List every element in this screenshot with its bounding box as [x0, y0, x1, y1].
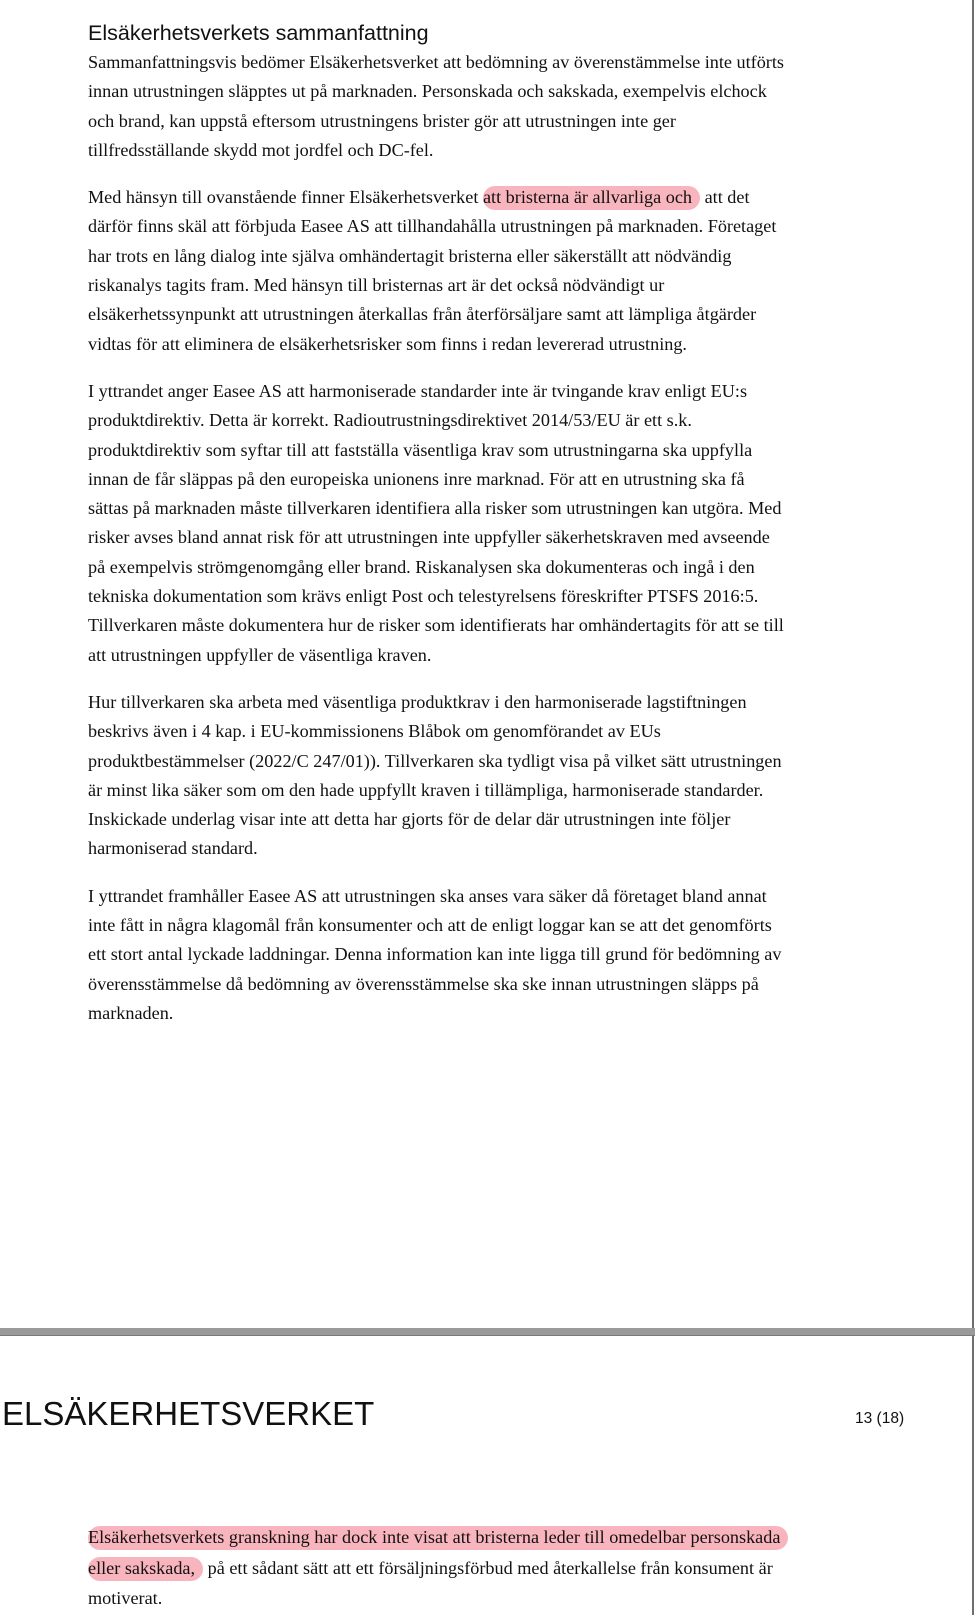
page-13-content [88, 1522, 808, 1614]
paragraph-conclusion-start: Med hänsyn till ovanstående finner Elsäkerhetsverket [88, 187, 483, 208]
paragraph-conclusion [88, 183, 788, 359]
highlighted-text: att bristerna är allvarliga och [483, 186, 700, 210]
paragraph-review-rest: på ett sådant sätt att ett försäljningsförbud med återkallelse från konsument är motiverat. [88, 1557, 773, 1608]
elsakerhetsverket-logo: ELSÄKERHETSVERKET [2, 1395, 375, 1432]
page-number: 13 (18) [855, 1410, 905, 1427]
paragraph-summary: Sammanfattningsvis bedömer Elsäkerhetsverket att bedömning av överenstämmelse inte utförts innan utrustningen släpptes ut på marknaden. Personskada och sakskada, exempelvis elchock och brand, kan uppstå eftersom utrustningens brister gör att utrustningen inte ger tillfredsställande skydd mot jordfel och DC-fel. [88, 52, 784, 160]
page-content [88, 18, 788, 1046]
paragraph-harmonised-standards: I yttrandet anger Easee AS att harmoniserade standarder inte är tvingande krav enligt EU:s produktdirektiv. Detta är korrekt. Radioutrustningsdirektivet 2014/53/EU är ett s.k. produktdirektiv som syftar till att fastställa väsentliga krav som utrustningarna ska uppfylla innan de får släppas på den europeiska unionens inre marknad. För att en utrustning ska få sättas på marknaden måste tillverkaren identifiera alla risker som utrustningen kan utgöra. Med risker avses bland annat risk för att utrustningen inte uppfyller säkerhetskraven med avseende på exempelvis strömgenomgång eller brand. Riskanalysen ska dokumenteras och ingå i den tekniska dokumentation som krävs enligt Post och telestyrelsens föreskrifter PTSFS 2016:5. Tillverkaren måste dokumentera hur de risker som identifierats har omhändertagits för att se till att utrustningen uppfyller de väsentliga kraven. [88, 380, 784, 665]
paragraph-blue-guide: Hur tillverkaren ska arbeta med väsentliga produktkrav i den harmoniserade lagstiftningen beskrivs även i 4 kap. i EU-kommissionens Blåbok om genomförandet av EUs produktbestämmelser (2022/C 247/01)). Tillverkaren ska tydligt visa på vilket sätt utrustningen är minst lika säker som om den hade uppfyllt kraven i tillämpliga, harmoniserade standarder. Inskickade underlag visar inte att detta har gjorts för de delar där utrustningen inte följer harmoniserad standard. [88, 691, 782, 859]
paragraph-conclusion-rest: att det därför finns skäl att förbjuda Easee AS att tillhandahålla utrustningen på marknaden. Företaget har trots en lång dialog inte själva omhändertagit bristerna eller säkerställt att nödvändig riskanalys tagits fram. Med hänsyn till bristernas art är det också nödvändigt ur elsäkerhetssynpunkt att utrustningen återkallas från återförsäljare samt att lämpliga åtgärder vidtas för att eliminera de elsäkerhetsrisker som finns i redan levererad utrustning. [88, 187, 777, 354]
paragraph-complaints: I yttrandet framhåller Easee AS att utrustningen ska anses vara säker då företaget bland annat inte fått in några klagomål från konsumenter och att de enligt loggar kan se att det genomförts ett stort antal lyckade laddningar. Denna information kan inte ligga till grund för bedömning av överensstämmelse då bedömning av överensstämmelse ska ske innan utrustningen släpps på marknaden. [88, 885, 782, 1023]
paragraph-review [88, 1522, 808, 1614]
highlighted-text-review: Elsäkerhetsverkets granskning har dock inte visat att bristerna leder till omedelbar personskada eller sakskada, [88, 1526, 788, 1581]
page-separator [0, 1328, 975, 1336]
section-heading: Elsäkerhetsverkets sammanfattning [88, 21, 429, 45]
